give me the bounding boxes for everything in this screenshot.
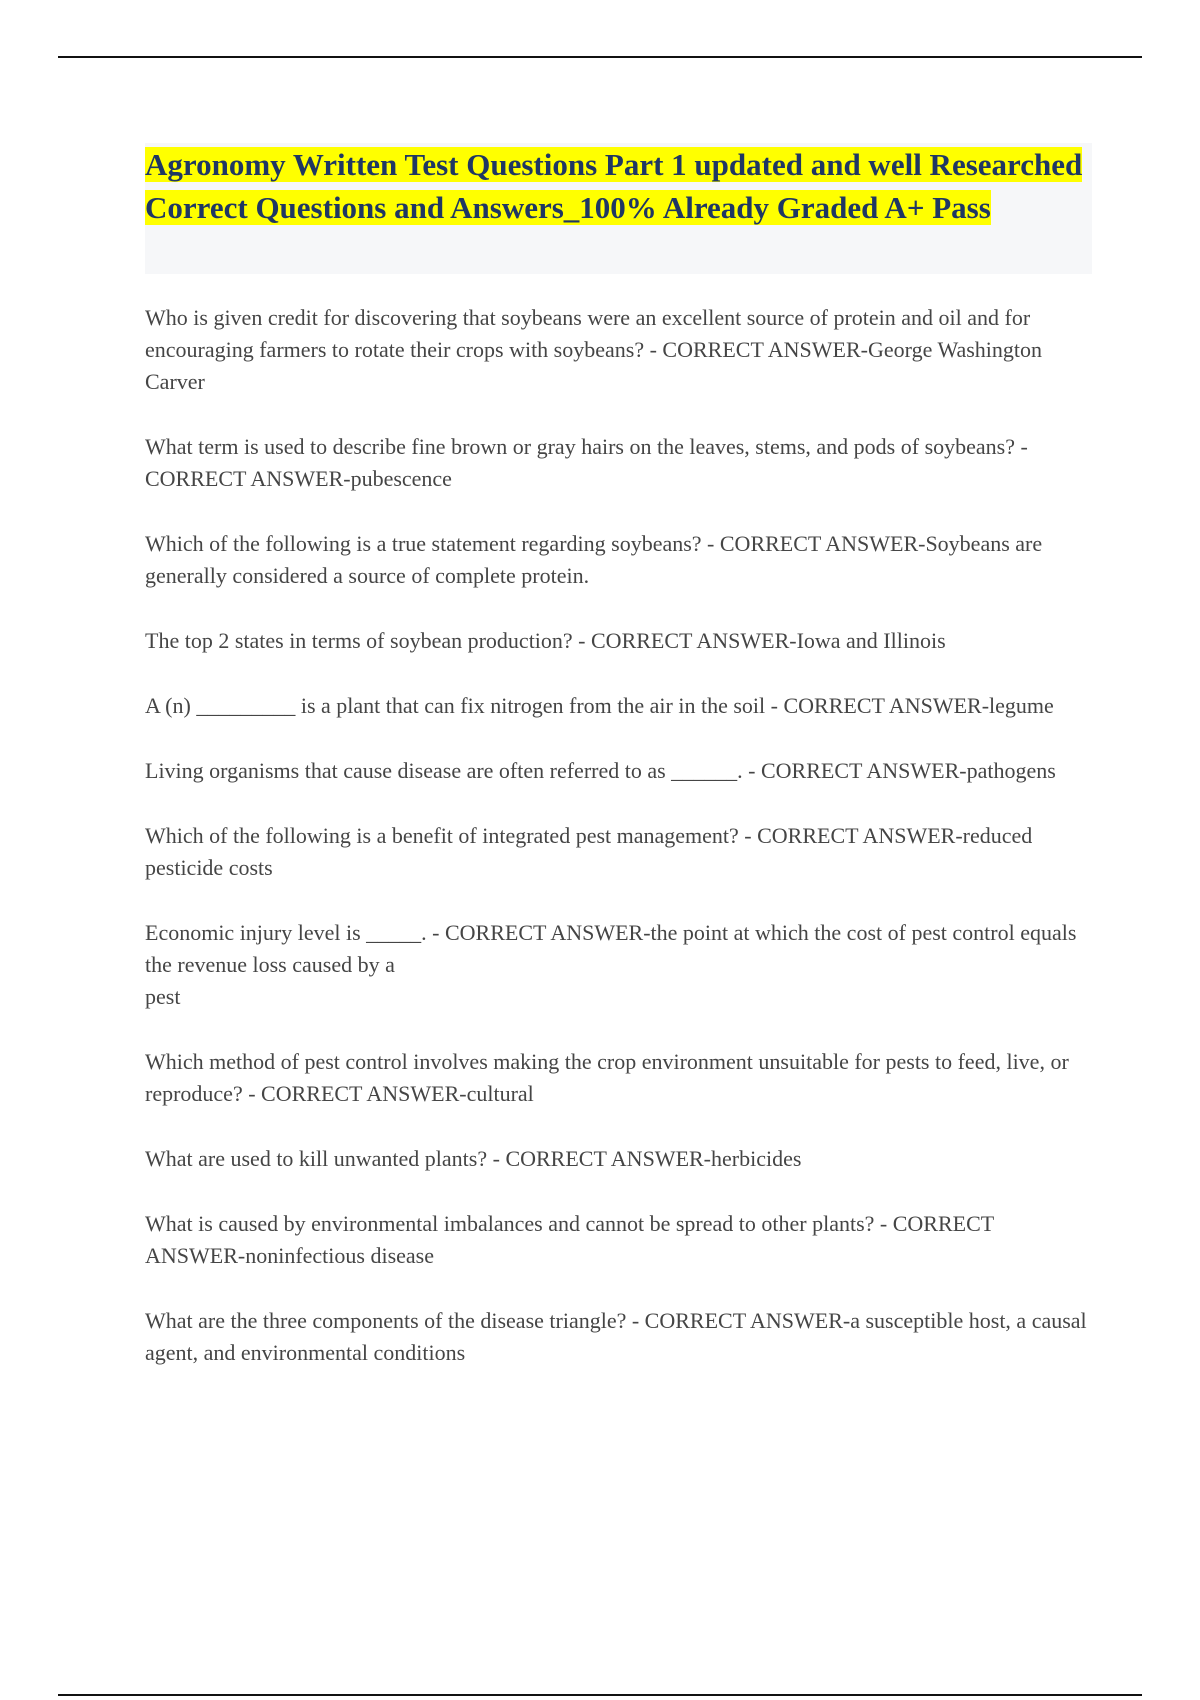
- qa-item: What term is used to describe fine brown or gray hairs on the leaves, stems, and pods of soybeans? - CORRECT ANSWER-pubescence: [145, 434, 1028, 491]
- document-title: [145, 143, 1092, 229]
- qa-item: Economic injury level is _____. - CORRECT ANSWER-the point at which the cost of pest control equals the revenue loss caused by a pest: [145, 920, 1077, 1009]
- qa-item: What are the three components of the disease triangle? - CORRECT ANSWER-a susceptible host, a causal agent, and environmental conditions: [145, 1308, 1087, 1365]
- qa-item: What is caused by environmental imbalances and cannot be spread to other plants? - CORRECT ANSWER-noninfectious disease: [145, 1211, 994, 1268]
- qa-item: A (n) _________ is a plant that can fix nitrogen from the air in the soil - CORRECT ANSWER-legume: [145, 693, 1054, 718]
- question-answer-list: [145, 302, 1095, 1402]
- qa-item: What are used to kill unwanted plants? - CORRECT ANSWER-herbicides: [145, 1146, 802, 1171]
- qa-item: Which of the following is a true statement regarding soybeans? - CORRECT ANSWER-Soybeans are generally considered a source of complete protein.: [145, 531, 1043, 588]
- bottom-rule: [58, 1694, 1142, 1696]
- qa-item: Which of the following is a benefit of integrated pest management? - CORRECT ANSWER-reduced pesticide costs: [145, 823, 1033, 880]
- qa-item: The top 2 states in terms of soybean production? - CORRECT ANSWER-Iowa and Illinois: [145, 628, 946, 653]
- title-highlight: Agronomy Written Test Questions Part 1 updated and well Researched Correct Questions and Answers_100% Already Graded A+ Pass: [145, 147, 1083, 225]
- top-rule: [58, 56, 1142, 58]
- title-block: [145, 143, 1092, 274]
- qa-item: Living organisms that cause disease are often referred to as ______. - CORRECT ANSWER-pathogens: [145, 758, 1056, 783]
- qa-item: Which method of pest control involves making the crop environment unsuitable for pests to feed, live, or reproduce? - CORRECT ANSWER-cultural: [145, 1049, 1069, 1106]
- qa-item: Who is given credit for discovering that soybeans were an excellent source of protein and oil and for encouraging farmers to rotate their crops with soybeans? - CORRECT ANSWER-George Washington Carver: [145, 305, 1042, 394]
